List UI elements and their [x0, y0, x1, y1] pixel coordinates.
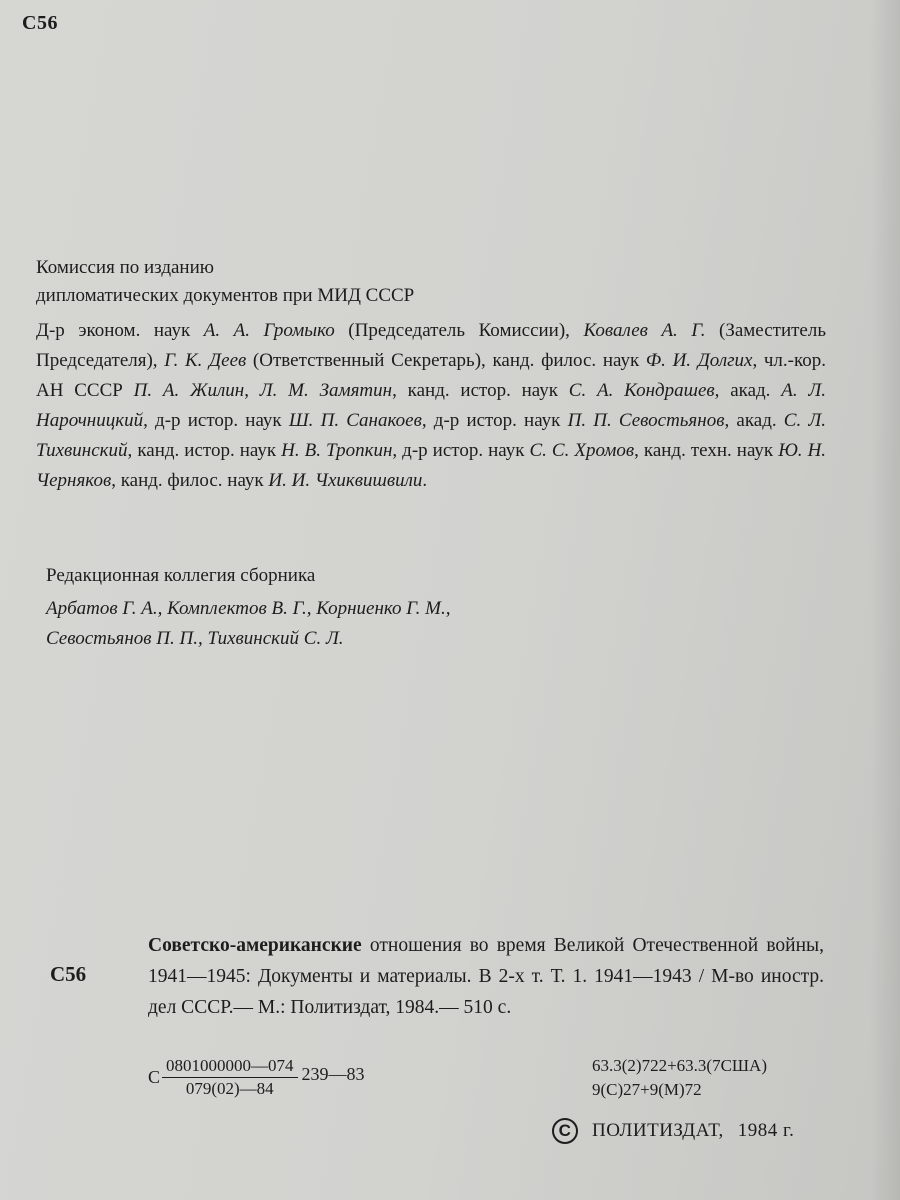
- publishing-index-numerator: 0801000000—074: [162, 1056, 298, 1078]
- commission-line-1: Комиссия по изданию: [36, 257, 214, 278]
- member-title-text: , д-р истор. наук: [143, 410, 289, 431]
- member-title-text: Д-р эконом. наук: [36, 320, 204, 341]
- member-title-text: (Ответственный Секретарь), канд. филос. наук: [246, 350, 646, 371]
- catalog-code-top: С56: [22, 12, 58, 34]
- member-name: С. С. Хромов: [529, 440, 635, 461]
- publishing-index: [148, 1056, 365, 1099]
- member-title-text: (Заместитель Председателя),: [36, 320, 826, 371]
- member-title-text: (Председатель Комиссии),: [334, 320, 584, 341]
- member-title-text: .: [422, 470, 428, 491]
- member-name: Ковалев А. Г.: [583, 320, 706, 341]
- member-name: Г. К. Деев: [164, 350, 247, 371]
- member-name: Н. В. Тропкин: [281, 440, 393, 461]
- editorial-board-line-2: Севостьянов П. П., Тихвинский С. Л.: [46, 628, 344, 649]
- bbk-line-2: 9(С)27+9(М)72: [592, 1080, 702, 1099]
- copyright-year: 1984 г.: [737, 1120, 795, 1141]
- member-name: И. И. Чхиквишвили: [268, 470, 423, 491]
- commission-heading: [36, 254, 816, 310]
- bibliographic-text: отношения во время Великой Отечественной войны, 1941—1945: Документы и материалы. В 2-х т. Т. 1. 1941—1943 / М-во иностр. дел СССР.— М.: Политиздат, 1984.— 510 с.: [148, 935, 824, 1018]
- member-name: П. П. Севостьянов: [567, 410, 725, 431]
- editorial-board-line-1: Арбатов Г. А., Комплектов В. Г., Корниенко Г. М.,: [46, 598, 451, 619]
- member-name: С. А. Кондрашев: [568, 380, 715, 401]
- member-title-text: , канд. истор. наук: [392, 380, 569, 401]
- catalog-code-left: С56: [50, 962, 87, 986]
- member-title-text: , канд. филос. наук: [111, 470, 269, 491]
- member-title-text: , акад.: [714, 380, 782, 401]
- commission-line-2: дипломатических документов при МИД СССР: [36, 285, 415, 306]
- member-name: Ю. Н. Черняков: [36, 440, 827, 491]
- member-title-text: ,: [244, 380, 260, 401]
- publishing-index-tail: 239—83: [301, 1064, 365, 1084]
- member-title-text: , д-р истор. наук: [392, 440, 530, 461]
- member-title-text: , канд. истор. наук: [127, 440, 282, 461]
- member-title-text: , д-р истор. наук: [421, 410, 568, 431]
- copyright-publisher: ПОЛИТИЗДАТ,: [592, 1120, 724, 1141]
- member-name: А. А. Громыко: [203, 320, 335, 341]
- commission-members: [36, 316, 826, 496]
- member-name: Ф. И. Долгих: [645, 350, 753, 371]
- bibliographic-title-lead: Советско-американские: [148, 935, 362, 956]
- bbk-line-1: 63.3(2)722+63.3(7США): [592, 1056, 767, 1075]
- member-title-text: , чл.-кор. АН СССР: [36, 350, 827, 401]
- member-name: Ш. П. Санакоев: [288, 410, 422, 431]
- bbk-classification: [592, 1054, 767, 1102]
- publishing-index-fraction: [162, 1056, 298, 1099]
- page-edge-shadow: [870, 0, 900, 1200]
- bibliographic-record: [148, 930, 824, 1023]
- copyright-icon: C: [552, 1118, 578, 1144]
- editorial-board-title: Редакционная коллегия сборника: [46, 565, 316, 586]
- member-name: С. Л. Тихвинский: [36, 410, 827, 461]
- member-title-text: , акад.: [724, 410, 784, 431]
- editorial-board-names: [46, 594, 786, 654]
- publishing-index-denominator: 079(02)—84: [185, 1079, 274, 1098]
- copyright-line: [552, 1118, 794, 1144]
- member-name: Л. М. Замятин: [259, 380, 393, 401]
- member-name: А. Л. Нарочницкий: [36, 380, 827, 431]
- member-title-text: , канд. техн. наук: [634, 440, 779, 461]
- member-name: П. А. Жилин: [133, 380, 245, 401]
- publishing-index-prefix: С: [148, 1067, 161, 1087]
